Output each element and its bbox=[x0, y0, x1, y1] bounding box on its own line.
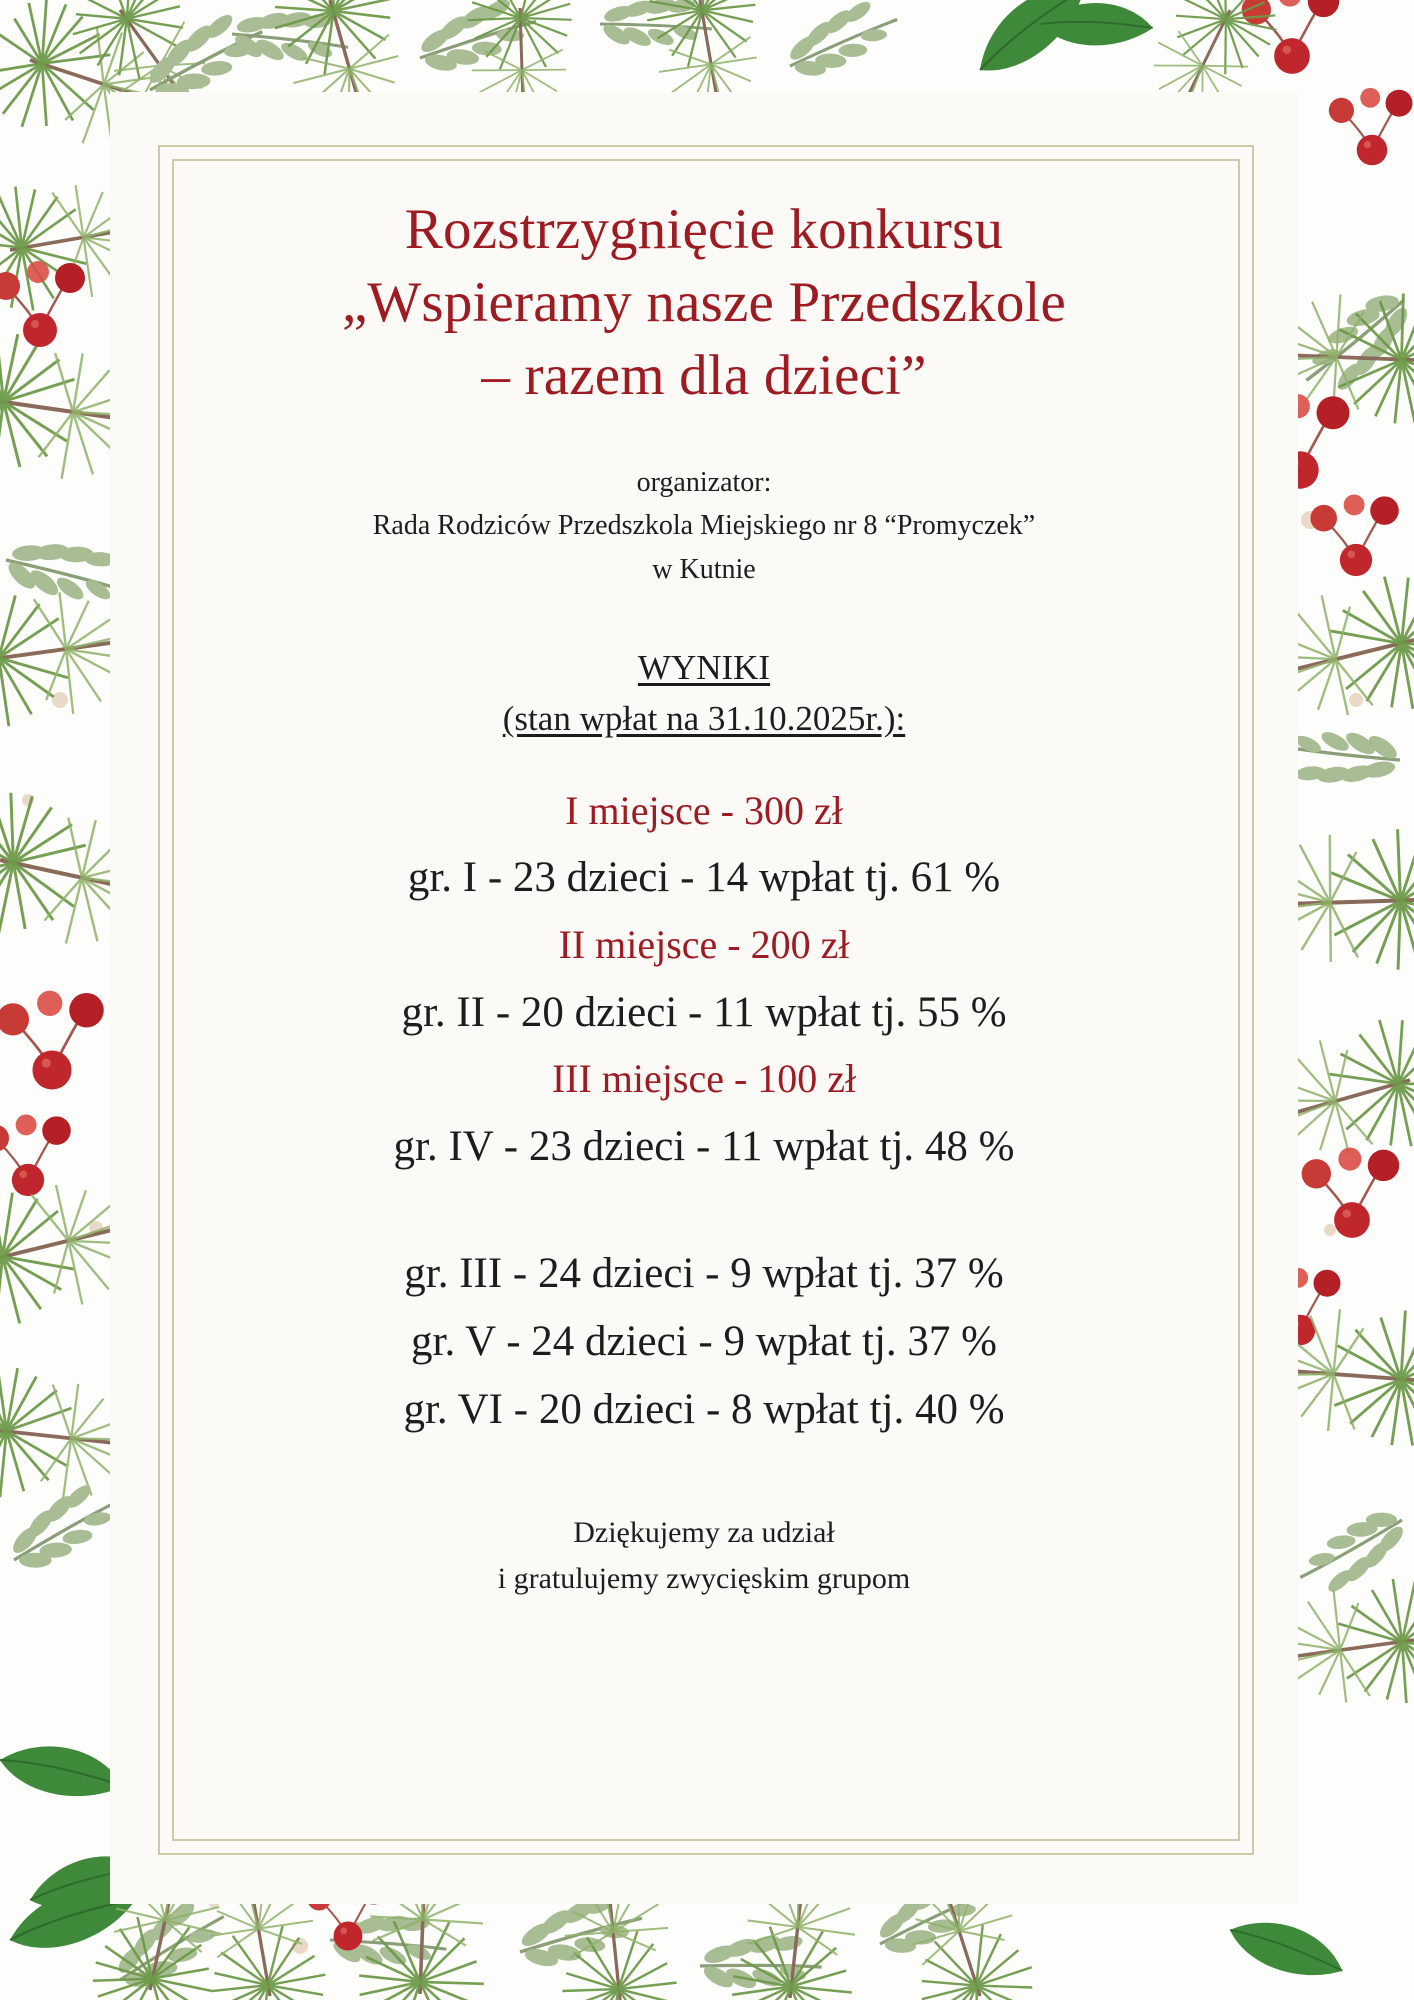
title-line-2: „Wspieramy nasze Przedszkole bbox=[341, 270, 1067, 334]
winners-list bbox=[180, 779, 1228, 1182]
organizer-name: Rada Rodziców Przedszkola Miejskiego nr 8 “Promyczek” bbox=[372, 510, 1036, 542]
place-1-group: gr. I - 23 dzieci - 14 wpłat tj. 61 % bbox=[407, 854, 1001, 902]
place-1-label: I miejsce - 300 zł bbox=[565, 787, 843, 833]
organizer-label: organizator: bbox=[636, 466, 772, 498]
title-line-1: Rozstrzygnięcie konkursu bbox=[404, 198, 1004, 261]
place-2-label: II miejsce - 200 zł bbox=[558, 921, 850, 967]
thanks-block bbox=[180, 1510, 1228, 1603]
place-3-group: gr. IV - 23 dzieci - 11 wpłat tj. 48 % bbox=[393, 1123, 1015, 1171]
other-result-2: gr. V - 24 dzieci - 9 wpłat tj. 37 % bbox=[411, 1317, 997, 1365]
title-line-3: – razem dla dzieci” bbox=[481, 343, 927, 407]
poster-content bbox=[180, 170, 1228, 1826]
organizer-city: w Kutnie bbox=[652, 553, 756, 585]
other-result-3: gr. VI - 20 dzieci - 8 wpłat tj. 40 % bbox=[403, 1385, 1005, 1433]
organizer-block bbox=[180, 461, 1228, 591]
other-result-1: gr. III - 24 dzieci - 9 wpłat tj. 37 % bbox=[404, 1249, 1004, 1297]
poster-title bbox=[234, 194, 1174, 413]
place-2-group: gr. II - 20 dzieci - 11 wpłat tj. 55 % bbox=[401, 988, 1007, 1036]
results-heading-block bbox=[180, 643, 1228, 745]
other-results-list bbox=[180, 1240, 1228, 1444]
results-subheading: (stan wpłat na 31.10.2025r.): bbox=[502, 698, 906, 738]
results-heading: WYNIKI bbox=[637, 648, 771, 688]
place-3-label: III miejsce - 100 zł bbox=[551, 1056, 857, 1102]
thanks-line-2: i gratulujemy zwycięskim grupom bbox=[497, 1562, 911, 1596]
thanks-line-1: Dziękujemy za udział bbox=[573, 1515, 835, 1549]
